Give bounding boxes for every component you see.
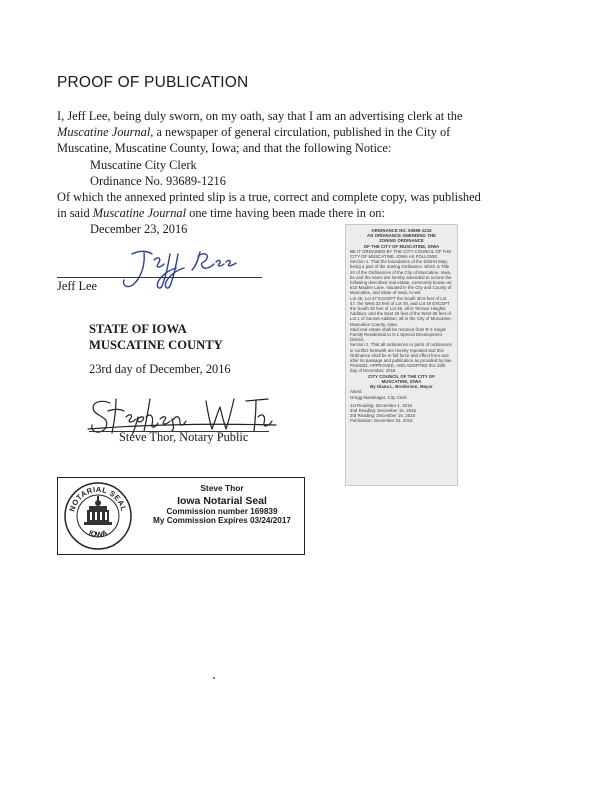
affidavit-text: in said <box>57 206 93 221</box>
affidavit-text: , a newspaper of general circulation, published in the City of <box>150 125 451 140</box>
newspaper-name: Muscatine Journal <box>57 125 151 140</box>
clipping-reading: 2nd Reading: December 15, 2016 <box>350 407 416 413</box>
clipping-paragraph: Section 2. That all ordinances or parts of ordinances in conflict herewith are hereby repealed and this Ordinance shall be in full force and effect from and after its passage and publication as provided by law. <box>350 342 453 364</box>
newspaper-name: Muscatine Journal <box>92 206 187 221</box>
affidavit-line: Of which the annexed printed slip is a true, correct and complete copy, was published <box>57 190 481 205</box>
page-speck <box>213 677 215 679</box>
clipping-heading: ZONING ORDINANCE <box>379 238 424 244</box>
affiant-name: Jeff Lee <box>57 279 98 293</box>
publication-date: December 23, 2016 <box>90 222 188 237</box>
affidavit-line: I, Jeff Lee, being duly sworn, on my oath, say that I am an advertising clerk at the <box>57 109 463 123</box>
clipping-heading: ORDINANCE NO. 93689-1216 <box>371 228 432 233</box>
stamp-commission-number: Commission number 169839 <box>166 507 278 516</box>
notice-issuer: Muscatine City Clerk <box>90 157 197 172</box>
stamp-commission-expiry: My Commission Expires 03/24/2017 <box>153 516 291 525</box>
notary-name: Steve Thor, Notary Public <box>119 430 249 444</box>
clipping-attest: Attest: <box>350 389 363 395</box>
affidavit-line <box>57 124 577 140</box>
notice-title: Ordinance No. 93689-1216 <box>90 173 226 188</box>
venue-county: MUSCATINE COUNTY <box>89 338 223 352</box>
clipping-paragraph: PASSED, APPROVED, AND ADOPTED this 15th day of December, 2016. <box>350 363 446 374</box>
affidavit-line: Muscatine, Muscatine County, Iowa; and that the following Notice: <box>57 141 392 156</box>
clipping-mayor: By Diana L. Broderson, Mayor <box>370 384 433 390</box>
clipping-council: CITY COUNCIL OF THE CITY OF <box>368 373 435 379</box>
clipping-paragraph: Said real estate shall be rezoned from R-3 Single Family Residential to S-1 Special Development District. <box>350 326 447 343</box>
clipping-heading: OF THE CITY OF MUSCATINE, IOWA <box>363 243 440 249</box>
affidavit-statement <box>57 108 577 238</box>
venue-block <box>89 321 223 353</box>
notarial-seal-icon <box>62 480 134 552</box>
affidavit-text: one time having been made there in on: <box>186 206 385 221</box>
affiant-signature <box>118 248 248 290</box>
clipping-clerk: Gregg Mandsager, City Clerk <box>350 394 407 400</box>
page-title: PROOF OF PUBLICATION <box>57 74 249 91</box>
sworn-date: 23rd day of December, 2016 <box>89 362 231 376</box>
notary-stamp <box>57 477 305 555</box>
stamp-text <box>144 482 300 525</box>
stamp-seal-label: Iowa Notarial Seal <box>177 495 267 507</box>
newspaper-clipping <box>345 224 458 486</box>
clipping-council: MUSCATINE, IOWA <box>381 378 422 384</box>
clipping-heading: AN ORDINANCE AMENDING THE <box>367 233 436 239</box>
clipping-reading: 3rd Reading: December 15, 2016 <box>350 413 416 419</box>
clipping-paragraph: Section 1. That the boundaries of the District Map, being a part of the Zoning Ordinance, which is Title 10 of the Ordinances of the City of Muscatine, Iowa, be and the same are hereby amended to rezone the following described real estate, commonly known as 610 Maiden Lane, situated in the City and County of Muscatine, and State of Iowa, to-wit: <box>350 259 452 296</box>
clipping-reading: 1st Reading: December 1, 2016 <box>350 402 413 408</box>
venue-state: STATE OF IOWA <box>89 322 187 336</box>
svg-text:IOWA: IOWA <box>87 528 109 539</box>
clipping-paragraph: Lot 46, Lot 47 EXCEPT the South 30.6 feet of Lot 47, the West 33 feet of Lot 48, and Lot 49 EXCEPT the South 20 feet of Lot 49, all in Terrace Heights Addition; and the East 36 feet of the West 66 feet of Lot 1 of Sunset Addition; all in the City of Muscatine, Muscatine County, Iowa. <box>350 295 452 327</box>
signature-line <box>57 277 262 278</box>
svg-text:NOTARIAL SEAL: NOTARIAL SEAL <box>67 484 129 513</box>
clipping-paragraph: BE IT ORDAINED BY THE CITY COUNCIL OF THE CITY OF MUSCATINE, IOWA AS FOLLOWS: <box>350 248 452 260</box>
clipping-publication: Publication: December 23, 2016 <box>350 418 413 424</box>
stamp-notary-name: Steve Thor <box>200 483 244 493</box>
affidavit-line <box>57 205 577 221</box>
